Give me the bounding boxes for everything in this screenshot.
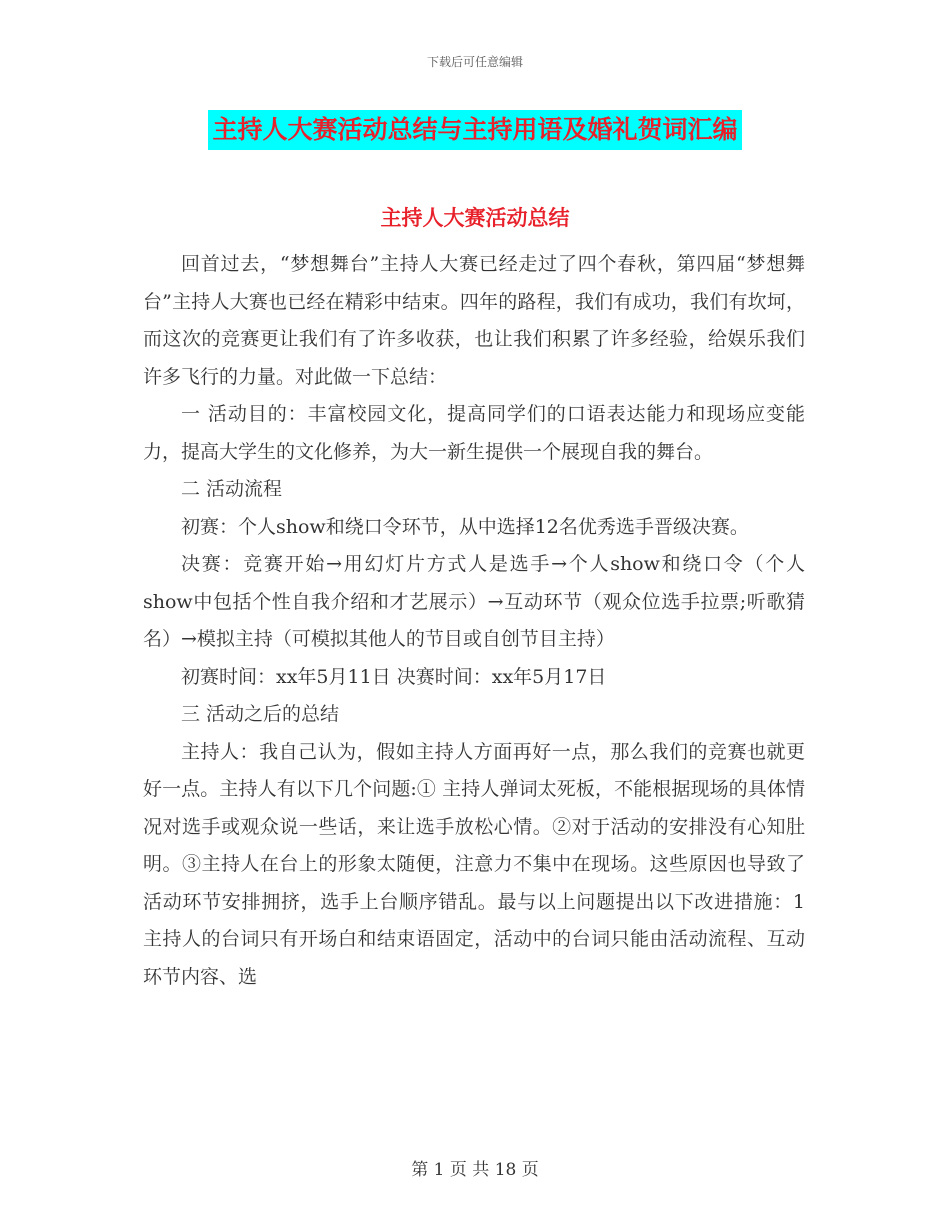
paragraph-host-review: 主持人：我自己认为，假如主持人方面再好一点，那么我们的竞赛也就更好一点。主持人有以下几个问题:① 主持人弹词太死板，不能根据现场的具体情况对选手或观众说一些话，来让选手放松心情。②对于活动的安排没有心知肚明。③主持人在台上的形象太随便，注意力不集中在现场。这些原因也导致了活动环节安排拥挤，选手上台顺序错乱。最与以上问题提出以下改进措施：1 主持人的台词只有开场白和结束语固定，活动中的台词只能由活动流程、互动环节内容、选 [143,740,805,988]
section-title: 主持人大赛活动总结 [380,205,570,230]
paragraph-preliminary: 初赛：个人show和绕口令环节，从中选择12名优秀选手晋级决赛。 [181,515,749,538]
paragraph-summary-heading: 三 活动之后的总结 [181,703,340,725]
page-header-note: 下载后可任意编辑 [426,55,523,69]
paragraph-dates: 初赛时间：xx年5月11日 决赛时间：xx年5月17日 [181,665,607,688]
paragraph-intro: 回首过去，“梦想舞台”主持人大赛已经走过了四个春秋，第四届“梦想舞台”主持人大赛也已经在精彩中结束。四年的路程，我们有成功，我们有坎坷，而这次的竞赛更让我们有了许多收获，也让我们积累了许多经验，给娱乐我们许多飞行的力量。对此做一下总结： [143,253,805,388]
page-footer: 第 1 页 共 18 页 [411,1160,539,1180]
paragraph-final: 决赛：竞赛开始→用幻灯片方式人是选手→个人show和绕口令（个人show中包括个性自我介绍和才艺展示）→互动环节（观众位选手拉票;听歌猜名）→模拟主持（可模拟其他人的节目或自创节目主持） [143,553,805,650]
paragraph-purpose: 一 活动目的：丰富校园文化，提高同学们的口语表达能力和现场应变能力，提高大学生的文化修养，为大一新生提供一个展现自我的舞台。 [143,403,805,463]
paragraph-process-heading: 二 活动流程 [181,478,283,500]
document-title-text: 主持人大赛活动总结与主持用语及婚礼贺词汇编 [208,110,741,150]
document-title [0,110,950,150]
document-body [143,246,805,996]
